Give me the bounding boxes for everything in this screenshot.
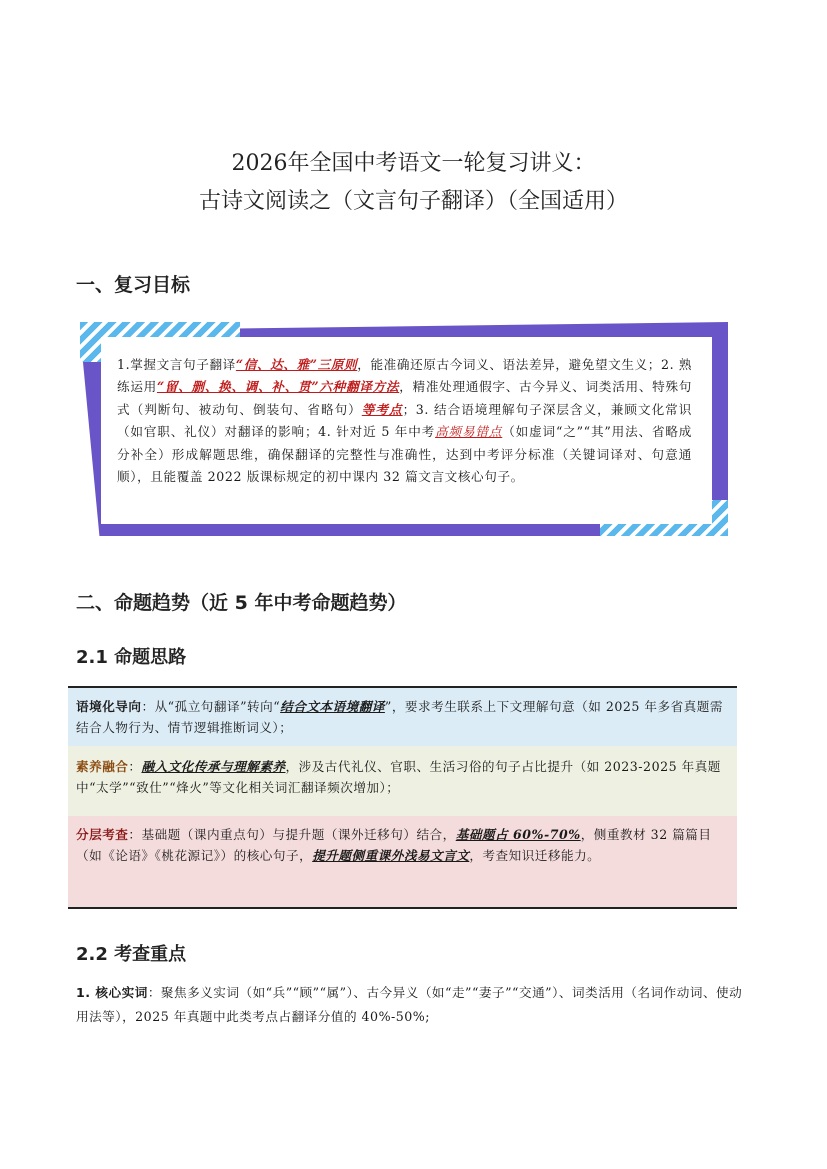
title-line-1: 2026年全国中考语文一轮复习讲义：	[231, 151, 596, 176]
section-heading-goals: 一、复习目标	[76, 274, 191, 296]
row-text: ，侧重教材 32 篇篇目（如《论语》《桃花源记》）的核心句子，	[76, 827, 712, 863]
goal-text: 1.掌握文言句子翻译	[117, 357, 236, 372]
core-item	[76, 981, 746, 1029]
row-text: ：基础题（课内重点句）与提升题（课外迁移句）结合，	[128, 827, 456, 842]
row-text: ”，要求考生联系上下文理解句意（如 2025 年多省真题需结合人物行为、情节逻辑推断词义）；	[76, 699, 723, 735]
subheading-ideas: 2.1 命题思路	[76, 647, 187, 668]
goal-emphasis: “信、达、雅”三原则	[235, 357, 358, 372]
row-emphasis: 提升题侧重课外浅易文言文	[312, 848, 470, 863]
row-emphasis: 结合文本语境翻译	[280, 699, 385, 714]
core-text: ：聚焦多义实词（如“兵”“顾”“属”）、古今异义（如“走”“妻子”“交通”）、词类活用（名词作动词、使动用法等），2025 年真题中此类考点占翻译分值的 40%-50%;	[76, 985, 743, 1024]
table-row	[68, 688, 737, 746]
goal-emphasis: 等考点	[361, 401, 403, 417]
title-line-2: 古诗文阅读之（文言句子翻译）（全国适用）	[198, 189, 628, 214]
table-row	[68, 746, 737, 816]
goal-emphasis: “留、删、换、调、补、贯”六种翻译方法	[156, 379, 400, 395]
row-label: 素养融合	[76, 759, 129, 774]
core-label: 1. 核心实词	[76, 985, 148, 1000]
goal-text: ，精准处理通假字、古今异义、词类活用、特殊句式（判断句、被动句、倒装句、省略句）	[117, 379, 692, 417]
section-heading-trends: 二、命题趋势（近 5 年中考命题趋势）	[76, 592, 407, 614]
goal-emphasis: 高频易错点	[435, 424, 503, 440]
table-row	[68, 816, 737, 907]
row-text: ，考查知识迁移能力。	[469, 848, 601, 863]
row-label: 分层考查	[76, 827, 129, 842]
goals-text	[117, 354, 692, 488]
row-label: 语境化导向	[76, 699, 142, 714]
row-text: ：	[128, 759, 142, 774]
row-text: ：从“孤立句翻译”转向“	[141, 699, 281, 714]
goal-text: ；3. 结合语境理解句子深层含义，兼顾文化常识（如官职、礼仪）对翻译的影响；4. 针对近 5 年中考	[117, 401, 692, 440]
goal-text: ，能准确还原古今词义、语法差异，避免望文生义；2. 熟练运用	[117, 357, 693, 395]
trends-table	[68, 686, 737, 909]
row-emphasis: 融入文化传承与理解素养	[141, 759, 286, 774]
row-text: ，涉及古代礼仪、官职、生活习俗的句子占比提升（如 2023-2025 年真题中“太学”“致仕”“烽火”等文化相关词汇翻译频次增加）；	[76, 759, 721, 795]
row-emphasis: 基础题占 60%-70%	[455, 827, 581, 842]
goal-text: （如虚词“之”“其”用法、省略成分补全）形成解题思维，确保翻译的完整性与准确性，达到中考评分标准（关键词译对、句意通顺），且能覆盖 2022 版课标规定的初中课内 32 篇文言文核心句子。	[117, 424, 692, 485]
subheading-focus: 2.2 考查重点	[76, 944, 187, 965]
